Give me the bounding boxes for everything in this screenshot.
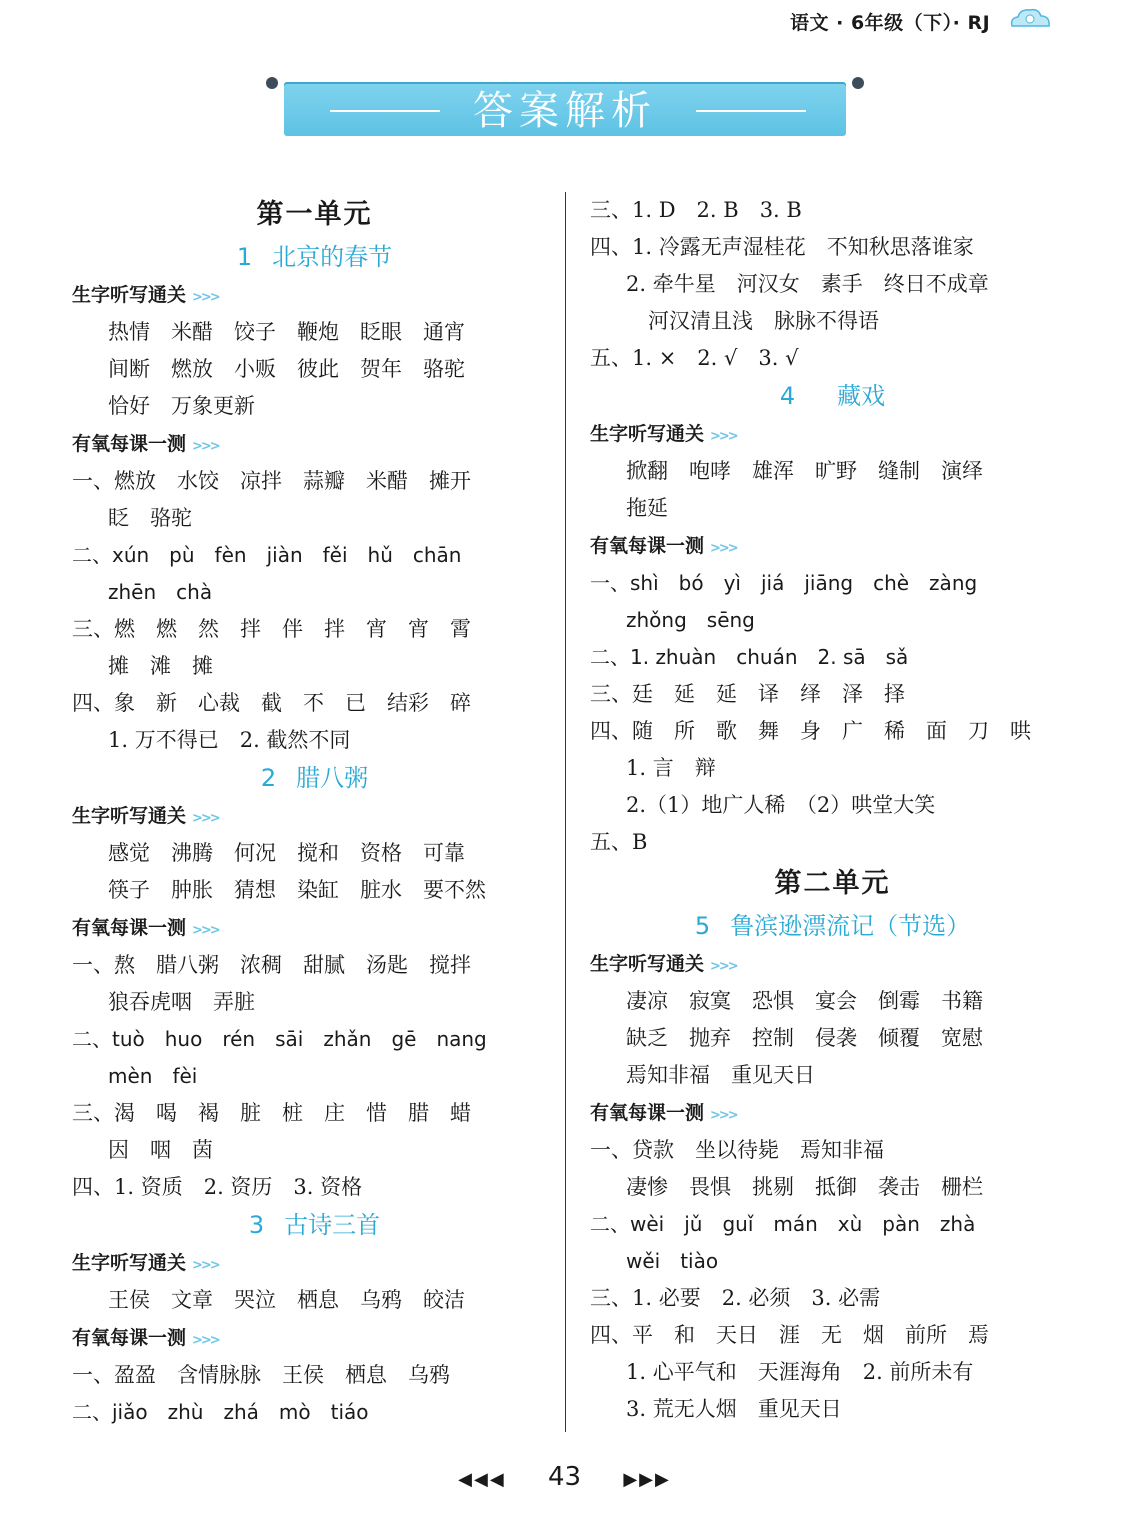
page-number: 43 bbox=[547, 1462, 582, 1492]
answer-line: 眨 骆驼 bbox=[108, 506, 192, 530]
double-chevron-icon: >>> bbox=[710, 541, 737, 556]
banner-pin-right bbox=[852, 77, 864, 89]
lesson-number: 2 bbox=[260, 764, 277, 792]
section-heading bbox=[590, 527, 1075, 565]
answer-line: 凄惨 畏惧 挑剔 抵御 袭击 栅栏 bbox=[626, 1175, 983, 1199]
answer-line: 焉知非福 重见天日 bbox=[626, 1063, 815, 1087]
double-chevron-icon: >>> bbox=[192, 811, 219, 826]
lesson-heading bbox=[590, 377, 1075, 415]
answer-line: mèn fèi bbox=[108, 1064, 198, 1088]
answer-line: 五、1. × 2. √ 3. √ bbox=[590, 346, 799, 370]
lesson-heading bbox=[590, 907, 1075, 945]
answer-line: 二、tuò huo rén sāi zhǎn gē nang bbox=[72, 1027, 487, 1051]
left-column bbox=[72, 192, 557, 1431]
answer-line: 间断 燃放 小贩 彼此 贺年 骆驼 bbox=[108, 357, 465, 381]
answer-line: 二、wèi jǔ guǐ mán xù pàn zhà bbox=[590, 1212, 976, 1236]
section-heading bbox=[72, 797, 557, 835]
double-chevron-icon: >>> bbox=[192, 1333, 219, 1348]
column-divider bbox=[565, 192, 566, 1432]
answer-line: 二、1. zhuàn chuán 2. sā sǎ bbox=[590, 645, 909, 669]
lesson-title: 鲁滨逊漂流记（节选） bbox=[730, 912, 971, 940]
double-chevron-icon: >>> bbox=[192, 439, 219, 454]
double-chevron-icon: >>> bbox=[710, 959, 737, 974]
section-label: 生字听写通关 bbox=[590, 423, 705, 445]
section-heading bbox=[590, 415, 1075, 453]
unit-heading: 第二单元 bbox=[774, 868, 891, 899]
answer-line: 狼吞虎咽 弄脏 bbox=[108, 990, 255, 1014]
answer-line: 恰好 万象更新 bbox=[108, 394, 255, 418]
answer-line: 一、贷款 坐以待毙 焉知非福 bbox=[590, 1138, 884, 1162]
answer-line: 1. 言 辩 bbox=[626, 756, 716, 780]
answer-line: 二、xún pù fèn jiàn fěi hǔ chān bbox=[72, 543, 462, 567]
answer-line: 2. 牵牛星 河汉女 素手 终日不成章 bbox=[626, 272, 989, 296]
answer-line: 拖延 bbox=[626, 496, 668, 520]
section-label: 有氧每课一测 bbox=[590, 535, 705, 557]
answer-line: 2.（1）地广人稀 （2）哄堂大笑 bbox=[626, 793, 936, 817]
double-chevron-icon: >>> bbox=[192, 923, 219, 938]
answer-line: 二、jiǎo zhù zhá mò tiáo bbox=[72, 1400, 369, 1424]
answer-line: 热情 米醋 饺子 鞭炮 眨眼 通宵 bbox=[108, 320, 465, 344]
triple-left-arrow-icon: ◀◀◀ bbox=[458, 1469, 506, 1490]
answer-line: 三、1. 必要 2. 必须 3. 必需 bbox=[590, 1286, 881, 1310]
lesson-heading bbox=[72, 238, 557, 276]
triple-right-arrow-icon: ▶▶▶ bbox=[623, 1469, 671, 1490]
answer-line: 四、1. 冷露无声湿桂花 不知秋思落谁家 bbox=[590, 235, 974, 259]
double-chevron-icon: >>> bbox=[710, 429, 737, 444]
section-heading bbox=[72, 276, 557, 314]
lesson-number: 5 bbox=[694, 912, 711, 940]
answer-line: zhēn chà bbox=[108, 580, 213, 604]
answer-line: 筷子 肿胀 猜想 染缸 脏水 要不然 bbox=[108, 878, 486, 902]
lesson-number: 4 bbox=[779, 382, 796, 410]
right-column bbox=[590, 192, 1075, 1428]
answer-line: 掀翻 咆哮 雄浑 旷野 缝制 演绎 bbox=[626, 459, 983, 483]
header-meta: 语文 · 6年级（下）· RJ bbox=[790, 12, 991, 34]
unit-heading: 第一单元 bbox=[256, 199, 373, 230]
banner-pin-left bbox=[266, 77, 278, 89]
answer-line: 三、渴 喝 褐 脏 桩 庄 惜 腊 蜡 bbox=[72, 1101, 471, 1125]
answer-line: 1. 万不得已 2. 截然不同 bbox=[108, 728, 351, 752]
answer-line: 三、燃 燃 然 拌 伴 拌 宵 宵 霄 bbox=[72, 617, 471, 641]
section-label: 生字听写通关 bbox=[72, 1252, 187, 1274]
section-label: 有氧每课一测 bbox=[72, 1327, 187, 1349]
answer-line: wěi tiào bbox=[626, 1249, 719, 1273]
lesson-number: 1 bbox=[236, 243, 253, 271]
cloud-icon bbox=[1008, 6, 1052, 28]
answer-line: 五、B bbox=[590, 830, 648, 854]
answer-line: 凄凉 寂寞 恐惧 宴会 倒霉 书籍 bbox=[626, 989, 983, 1013]
answer-line: 三、廷 延 延 译 绎 泽 择 bbox=[590, 682, 905, 706]
section-heading bbox=[72, 1319, 557, 1357]
lesson-heading bbox=[72, 1206, 557, 1244]
answer-line: 因 咽 茵 bbox=[108, 1138, 213, 1162]
lesson-heading bbox=[72, 759, 557, 797]
double-chevron-icon: >>> bbox=[192, 290, 219, 305]
double-chevron-icon: >>> bbox=[710, 1108, 737, 1123]
section-heading bbox=[72, 1244, 557, 1282]
section-label: 生字听写通关 bbox=[72, 805, 187, 827]
page-title: 答案解析 bbox=[473, 88, 657, 134]
page-footer bbox=[0, 1462, 1129, 1492]
answer-line: 一、燃放 水饺 凉拌 蒜瓣 米醋 摊开 bbox=[72, 469, 471, 493]
answer-line: 四、平 和 天日 涯 无 烟 前所 焉 bbox=[590, 1323, 989, 1347]
answer-line: 一、盈盈 含情脉脉 王侯 栖息 乌鸦 bbox=[72, 1363, 450, 1387]
lesson-title: 北京的春节 bbox=[272, 243, 393, 271]
section-heading bbox=[72, 425, 557, 463]
answer-line: 四、随 所 歌 舞 身 广 稀 面 刀 哄 bbox=[590, 719, 1031, 743]
answer-line: 河汉清且浅 脉脉不得语 bbox=[648, 309, 879, 333]
section-label: 生字听写通关 bbox=[590, 953, 705, 975]
section-heading bbox=[590, 1094, 1075, 1132]
answer-line: 1. 心平气和 天涯海角 2. 前所未有 bbox=[626, 1360, 974, 1384]
section-label: 有氧每课一测 bbox=[590, 1102, 705, 1124]
section-label: 生字听写通关 bbox=[72, 284, 187, 306]
section-label: 有氧每课一测 bbox=[72, 433, 187, 455]
section-heading bbox=[72, 909, 557, 947]
answer-line: 四、象 新 心裁 截 不 已 结彩 碎 bbox=[72, 691, 471, 715]
answer-line: 王侯 文章 哭泣 栖息 乌鸦 皎洁 bbox=[108, 1288, 465, 1312]
answer-line: 摊 滩 摊 bbox=[108, 654, 213, 678]
lesson-title: 藏戏 bbox=[837, 382, 886, 410]
section-label: 有氧每课一测 bbox=[72, 917, 187, 939]
double-chevron-icon: >>> bbox=[192, 1258, 219, 1273]
answer-line: 感觉 沸腾 何况 搅和 资格 可靠 bbox=[108, 841, 465, 865]
answer-line: 四、1. 资质 2. 资历 3. 资格 bbox=[72, 1175, 363, 1199]
answer-line: 三、1. D 2. B 3. B bbox=[590, 198, 802, 222]
answer-line: 一、熬 腊八粥 浓稠 甜腻 汤匙 搅拌 bbox=[72, 953, 471, 977]
answer-line: 3. 荒无人烟 重见天日 bbox=[626, 1397, 842, 1421]
section-heading bbox=[590, 945, 1075, 983]
lesson-number: 3 bbox=[248, 1211, 265, 1239]
lesson-title: 腊八粥 bbox=[296, 764, 369, 792]
answer-line: 缺乏 抛弃 控制 侵袭 倾覆 宽慰 bbox=[626, 1026, 983, 1050]
lesson-title: 古诗三首 bbox=[284, 1211, 381, 1239]
answer-line: 一、shì bó yì jiá jiāng chè zàng bbox=[590, 571, 978, 595]
answer-line: zhǒng sēng bbox=[626, 608, 755, 632]
